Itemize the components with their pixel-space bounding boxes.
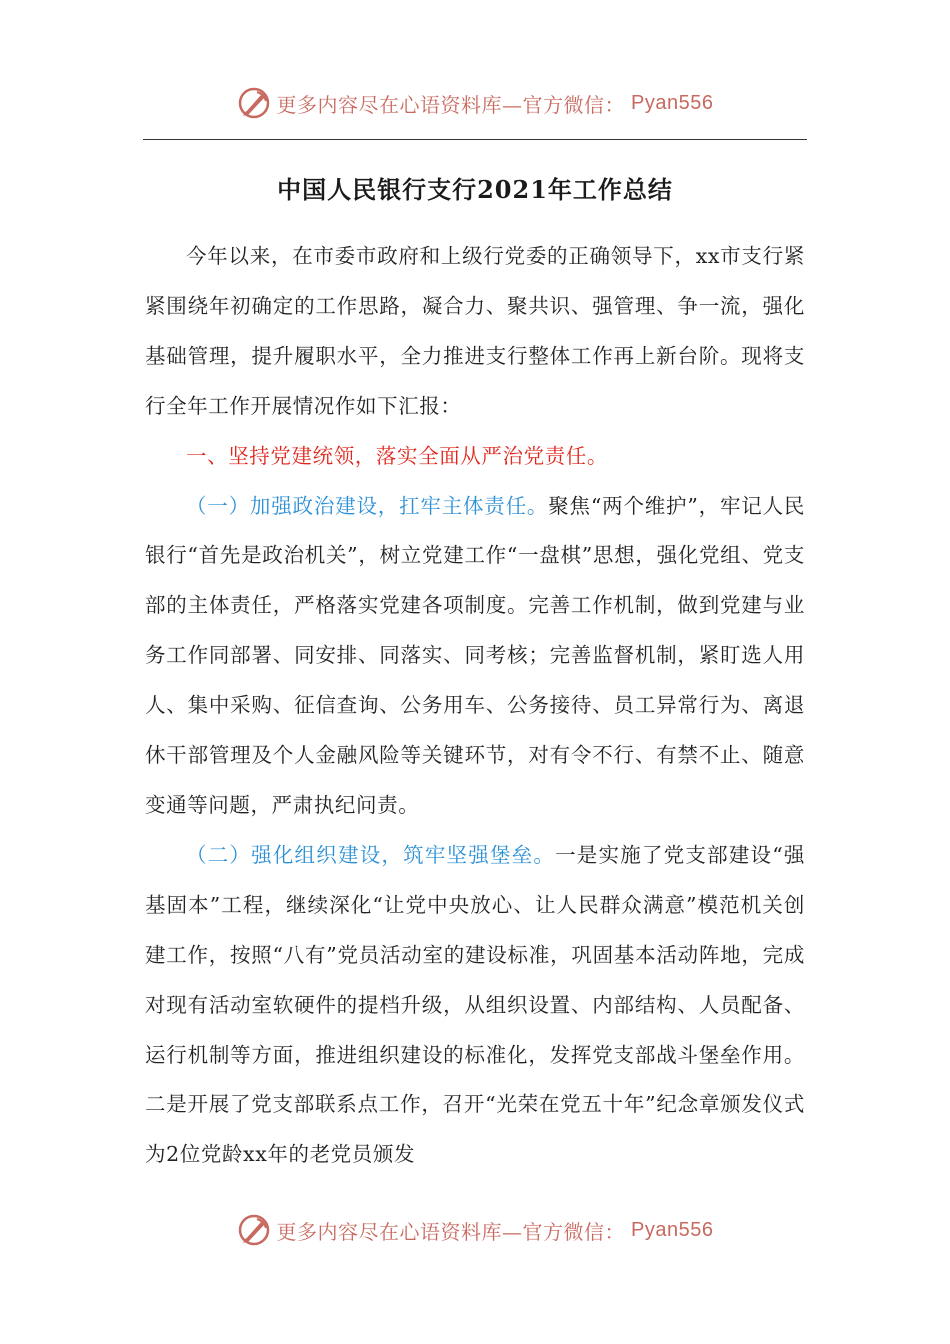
section1-heading: 一、坚持党建统领，落实全面从严治党责任。 <box>186 443 608 468</box>
intro-paragraph: 今年以来，在市委市政府和上级行党委的正确领导下，xx市支行紧紧围绕年初确定的工作思路，凝合力、聚共识、强管理、争一流，强化基础管理，提升履职水平，全力推进支行整体工作再上新台阶。现将支行全年工作开展情况作如下汇报： <box>145 244 805 418</box>
sub2-body: 一是实施了党支部建设“强基固本”工程，继续深化“让党中央放心、让人民群众满意”模范机关创建工作，按照“八有”党员活动室的建设标准，巩固基本活动阵地，完成对现有活动室软硬件的提档升级，从组织设置、内部结构、人员配备、运行机制等方面，推进组织建设的标准化，发挥党支部战斗堡垒作用。二是开展了党支部联系点工作，召开“光荣在党五十年”纪念章颁发仪式为2位党龄xx年的老党员颁发 <box>145 842 805 1167</box>
sub1-heading: （一）加强政治建设，扛牢主体责任。 <box>186 493 549 518</box>
sub2-heading: （二）强化组织建设，筑牢坚强堡垒。 <box>186 842 556 867</box>
pen-logo-icon <box>237 86 271 120</box>
footer-wechat-id: Pyan556 <box>631 1218 714 1241</box>
banner-wechat-id: Pyan556 <box>631 91 714 114</box>
banner-text: 更多内容尽在心语资料库—官方微信： <box>276 92 626 117</box>
header-banner <box>0 83 950 123</box>
pen-logo-icon <box>237 1213 271 1247</box>
sub1-paragraph <box>145 482 805 831</box>
sub1-body: 聚焦“两个维护”，牢记人民银行“首先是政治机关”，树立党建工作“一盘棋”思想，强化党组、党支部的主体责任，严格落实党建各项制度。完善工作机制，做到党建与业务工作同部署、同安排、同落实、同考核；完善监督机制，紧盯选人用人、集中采购、征信查询、公务用车、公务接待、员工异常行为、离退休干部管理及个人金融风险等关键环节，对有令不行、有禁不止、随意变通等问题，严肃执纪问责。 <box>145 493 805 817</box>
document-title: 中国人民银行支行2021年工作总结 <box>277 175 673 204</box>
footer-banner <box>0 1210 950 1250</box>
footer-banner-text: 更多内容尽在心语资料库—官方微信： <box>276 1219 626 1244</box>
document-body <box>145 232 805 1180</box>
header-divider <box>143 139 807 140</box>
sub2-paragraph <box>145 831 805 1180</box>
